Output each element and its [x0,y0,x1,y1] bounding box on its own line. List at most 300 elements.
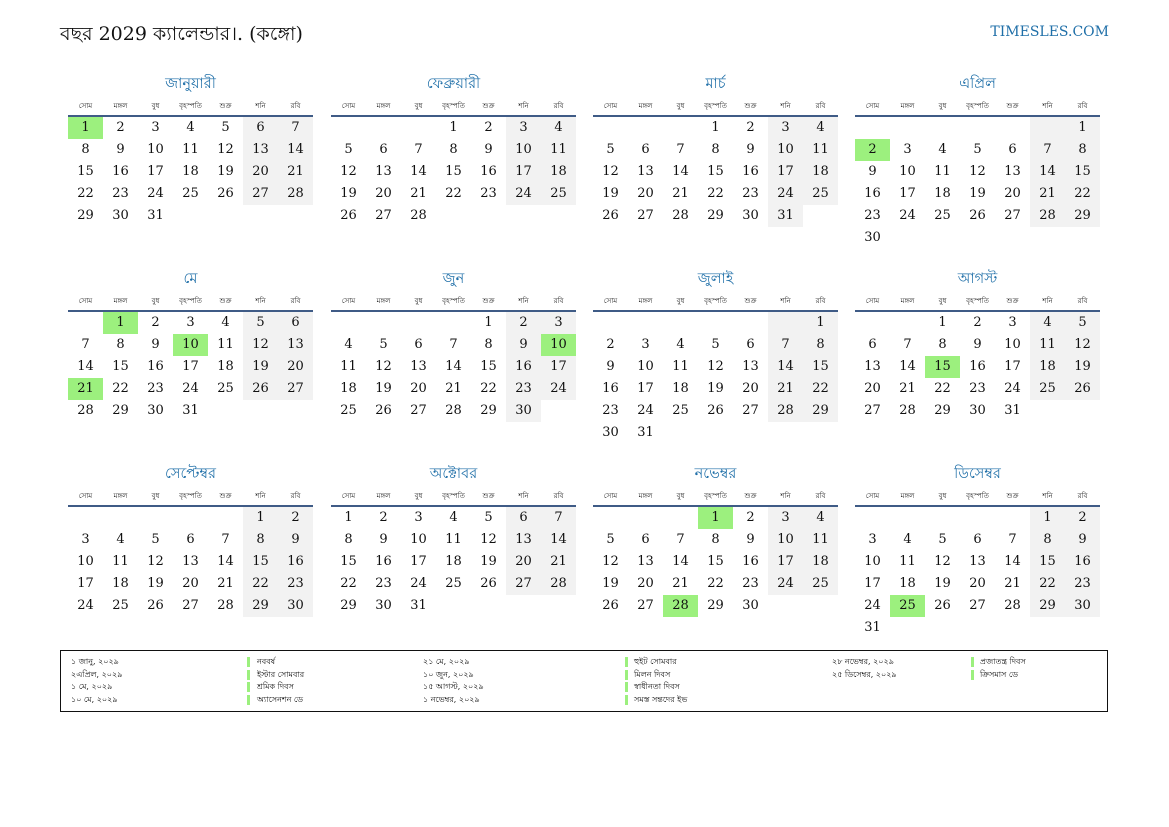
day-cell: 13 [1004,164,1021,179]
day-cell: 28 [278,183,313,205]
day-cell: 5 [711,337,720,352]
day-cell: 25 [445,576,462,591]
day-cell: 12 [934,554,951,569]
weekday-label: শুক্র [219,102,232,110]
day-cell: 24 [864,598,881,613]
day-cell: 27 [278,378,313,400]
day-cell: 16 [602,381,619,396]
empty-day-cell [506,205,541,227]
month-block [68,268,313,422]
day-cell: 30 [742,598,759,613]
day-cell: 11 [112,554,129,569]
day-cell: 2 [746,120,755,135]
day-cell: 16 [480,164,497,179]
day-grid [855,117,1100,249]
weekday-header [331,294,576,312]
day-cell: 17 [147,164,164,179]
day-cell: 31 [768,205,803,227]
weekday-label: মঙ্গল [113,492,128,500]
empty-day-cell [593,507,628,529]
day-cell: 26 [217,186,234,201]
weekday-label: বৃহস্পতি [442,492,465,500]
day-cell: 11 [1030,334,1065,356]
day-cell: 1 [484,315,493,330]
day-cell: 8 [344,532,353,547]
day-cell: 20 [506,551,541,573]
day-cell: 28 [768,400,803,422]
weekday-label: সোম [78,492,93,500]
day-cell: 21 [672,576,689,591]
day-cell: 30 [147,403,164,418]
weekday-label: রবি [1077,102,1088,110]
day-cell: 14 [899,359,916,374]
empty-day-cell [733,312,768,334]
day-cell: 10 [77,554,94,569]
day-cell: 5 [973,142,982,157]
day-cell: 14 [410,164,427,179]
day-cell: 13 [243,139,278,161]
day-cell: 2 [973,315,982,330]
day-cell: 24 [768,573,803,595]
day-cell: 7 [221,532,230,547]
weekday-label: বুধ [938,102,947,110]
day-cell: 6 [973,532,982,547]
weekday-label: রবি [290,297,301,305]
month-block [331,463,576,617]
day-cell: 10 [410,532,427,547]
weekday-label: মঙ্গল [113,102,128,110]
day-cell: 12 [969,164,986,179]
day-cell: 16 [375,554,392,569]
weekday-header [855,294,1100,312]
day-cell: 10 [147,142,164,157]
empty-day-cell [541,595,576,617]
day-cell: 7 [1030,139,1065,161]
day-cell: 24 [541,378,576,400]
day-cell: 27 [506,573,541,595]
empty-day-cell [628,507,663,529]
weekday-label: সোম [603,492,618,500]
empty-day-cell [278,400,313,422]
day-cell: 14 [672,554,689,569]
weekday-header [855,99,1100,117]
weekday-header [593,294,838,312]
weekday-label: মঙ্গল [376,102,391,110]
day-cell: 7 [676,142,685,157]
day-cell: 24 [410,576,427,591]
empty-day-cell [855,312,890,334]
day-cell: 18 [541,161,576,183]
weekday-label: শনি [1042,297,1053,305]
empty-day-cell [855,507,890,529]
month-block [855,268,1100,422]
day-cell: 14 [1030,161,1065,183]
day-cell: 23 [506,378,541,400]
empty-day-cell [925,507,960,529]
day-cell: 8 [449,142,458,157]
day-cell: 13 [506,529,541,551]
day-cell: 25 [803,183,838,205]
day-cell: 21 [899,381,916,396]
holiday-day-cell: 21 [68,378,103,400]
day-cell: 30 [506,400,541,422]
empty-day-cell [995,227,1030,249]
day-cell: 27 [742,403,759,418]
weekday-label: বুধ [151,492,160,500]
weekday-header [68,99,313,117]
day-cell: 13 [410,359,427,374]
day-cell: 13 [182,554,199,569]
day-cell: 19 [340,186,357,201]
day-cell: 14 [672,164,689,179]
day-cell: 8 [803,334,838,356]
empty-day-cell [541,205,576,227]
month-block [68,73,313,227]
holiday-name: নববর্ষ [257,657,276,666]
day-cell: 1 [344,510,353,525]
holiday-marker [971,657,974,667]
day-cell: 4 [803,507,838,529]
day-cell: 22 [480,381,497,396]
day-cell: 16 [1065,551,1100,573]
day-cell: 17 [182,359,199,374]
empty-day-cell [995,507,1030,529]
day-cell: 25 [672,403,689,418]
day-cell: 20 [637,576,654,591]
holiday-day-cell: 10 [173,334,208,356]
day-cell: 31 [864,620,881,635]
holiday-name: শ্রমিক দিবস [257,682,294,691]
weekday-header [593,489,838,507]
day-cell: 29 [1030,595,1065,617]
day-cell: 21 [217,576,234,591]
day-cell: 15 [1030,551,1065,573]
day-cell: 24 [147,186,164,201]
empty-day-cell [1030,117,1065,139]
day-cell: 8 [711,142,720,157]
weekday-label: সোম [78,102,93,110]
weekday-label: বুধ [414,102,423,110]
empty-day-cell [960,617,995,639]
empty-day-cell [1030,227,1065,249]
day-cell: 12 [602,164,619,179]
day-cell: 28 [410,208,427,223]
empty-day-cell [593,312,628,334]
day-cell: 23 [1065,573,1100,595]
day-cell: 5 [1065,312,1100,334]
day-cell: 20 [864,381,881,396]
empty-day-cell [436,595,471,617]
day-cell: 8 [1030,529,1065,551]
day-grid [331,117,576,227]
empty-day-cell [960,117,995,139]
weekday-label: বৃহস্পতি [966,297,989,305]
day-cell: 13 [278,334,313,356]
day-cell: 11 [934,164,951,179]
day-cell: 4 [541,117,576,139]
day-cell: 11 [217,337,234,352]
weekday-label: বৃহস্পতি [179,102,202,110]
day-cell: 31 [410,598,427,613]
day-cell: 26 [1065,378,1100,400]
day-grid [855,507,1100,639]
day-cell: 5 [484,510,493,525]
weekday-label: শুক্র [482,297,495,305]
day-cell: 23 [147,381,164,396]
legend-item [61,656,1107,669]
day-cell: 3 [641,337,650,352]
day-cell: 31 [637,425,654,440]
day-cell: 2 [379,510,388,525]
month-block [331,268,576,422]
day-cell: 19 [375,381,392,396]
empty-day-cell [628,312,663,334]
empty-day-cell [471,595,506,617]
day-cell: 25 [182,186,199,201]
empty-day-cell [925,617,960,639]
day-cell: 28 [672,208,689,223]
day-cell: 17 [864,576,881,591]
weekday-label: মঙ্গল [900,297,915,305]
empty-day-cell [890,507,925,529]
day-cell: 12 [217,142,234,157]
day-grid [593,507,838,617]
day-cell: 13 [637,164,654,179]
weekday-label: সোম [603,297,618,305]
day-cell: 16 [278,551,313,573]
day-cell: 3 [903,142,912,157]
weekday-label: বৃহস্পতি [179,492,202,500]
weekday-label: রবি [290,492,301,500]
day-cell: 14 [445,359,462,374]
holiday-date: ১ জানু, ২০২৯ [71,657,119,666]
day-cell: 16 [112,164,129,179]
empty-day-cell [960,507,995,529]
weekday-label: শনি [255,297,266,305]
day-cell: 26 [480,576,497,591]
day-cell: 12 [340,164,357,179]
day-cell: 26 [602,208,619,223]
empty-day-cell [890,617,925,639]
day-cell: 26 [243,378,278,400]
day-cell: 8 [484,337,493,352]
day-cell: 31 [147,208,164,223]
day-cell: 23 [375,576,392,591]
day-cell: 3 [868,532,877,547]
day-cell: 19 [707,381,724,396]
holiday-day-cell: 1 [68,117,103,139]
weekday-label: বুধ [151,102,160,110]
month-name: জুন [442,271,465,287]
empty-day-cell [436,312,471,334]
day-cell: 19 [934,576,951,591]
weekday-label: বৃহস্পতি [966,102,989,110]
day-cell: 1 [938,315,947,330]
day-cell: 17 [410,554,427,569]
day-cell: 21 [768,378,803,400]
empty-day-cell [628,117,663,139]
day-cell: 15 [1065,161,1100,183]
empty-day-cell [1065,400,1100,422]
day-cell: 7 [81,337,90,352]
day-cell: 30 [969,403,986,418]
day-cell: 27 [637,208,654,223]
day-cell: 18 [934,186,951,201]
month-block [593,268,838,444]
day-cell: 17 [637,381,654,396]
day-cell: 23 [864,208,881,223]
weekday-label: শনি [518,492,529,500]
empty-day-cell [995,117,1030,139]
day-cell: 27 [637,598,654,613]
day-cell: 2 [151,315,160,330]
day-cell: 25 [112,598,129,613]
day-cell: 15 [707,164,724,179]
weekday-label: সোম [341,297,356,305]
day-cell: 9 [506,334,541,356]
site-link[interactable]: TIMESLES.COM [990,24,1109,40]
day-cell: 30 [112,208,129,223]
day-cell: 25 [340,403,357,418]
weekday-label: শুক্র [219,492,232,500]
holiday-day-cell: 10 [541,334,576,356]
day-cell: 13 [742,359,759,374]
weekday-header [68,489,313,507]
day-cell: 24 [1004,381,1021,396]
day-grid [593,312,838,444]
weekday-label: সোম [865,102,880,110]
weekday-label: শুক্র [482,102,495,110]
empty-day-cell [471,205,506,227]
day-cell: 17 [899,186,916,201]
weekday-label: বৃহস্পতি [179,297,202,305]
day-cell: 5 [243,312,278,334]
day-cell: 25 [803,573,838,595]
day-cell: 11 [803,529,838,551]
day-cell: 2 [506,312,541,334]
day-cell: 16 [506,356,541,378]
day-cell: 3 [768,507,803,529]
day-cell: 28 [1004,598,1021,613]
empty-day-cell [366,117,401,139]
day-cell: 19 [217,164,234,179]
day-cell: 2 [1065,507,1100,529]
day-cell: 22 [340,576,357,591]
day-cell: 26 [934,598,951,613]
weekday-label: মঙ্গল [376,492,391,500]
holiday-date: ১৫ আগস্ট, ২০২৯ [423,682,484,691]
month-name: জুলাই [697,271,734,287]
empty-day-cell [173,205,208,227]
day-cell: 14 [541,529,576,551]
day-cell: 30 [278,595,313,617]
day-cell: 21 [541,551,576,573]
day-cell: 9 [973,337,982,352]
day-cell: 30 [742,208,759,223]
empty-day-cell [1030,617,1065,639]
day-cell: 6 [414,337,423,352]
day-cell: 19 [243,356,278,378]
empty-day-cell [1030,400,1065,422]
empty-day-cell [1065,227,1100,249]
day-cell: 29 [480,403,497,418]
holiday-day-cell: 25 [890,595,925,617]
day-cell: 23 [278,573,313,595]
day-cell: 19 [602,186,619,201]
day-cell: 30 [602,425,619,440]
holiday-day-cell: 2 [855,139,890,161]
day-cell: 20 [410,381,427,396]
weekday-label: রবি [815,297,826,305]
holiday-day-cell: 15 [925,356,960,378]
weekday-label: সোম [603,102,618,110]
day-cell: 10 [899,164,916,179]
holiday-marker [625,682,628,692]
empty-day-cell [768,595,803,617]
day-cell: 21 [1030,183,1065,205]
day-cell: 26 [340,208,357,223]
day-cell: 29 [77,208,94,223]
day-cell: 18 [1030,356,1065,378]
day-cell: 18 [445,554,462,569]
day-cell: 4 [449,510,458,525]
day-cell: 24 [506,183,541,205]
day-cell: 19 [147,576,164,591]
day-cell: 18 [182,164,199,179]
weekday-label: রবি [815,492,826,500]
empty-day-cell [663,117,698,139]
day-cell: 1 [243,507,278,529]
day-cell: 19 [602,576,619,591]
day-cell: 26 [375,403,392,418]
day-cell: 8 [1065,139,1100,161]
day-cell: 9 [1065,529,1100,551]
holiday-legend [60,650,1108,712]
weekday-label: বুধ [414,297,423,305]
day-cell: 9 [868,164,877,179]
day-cell: 1 [711,120,720,135]
day-cell: 2 [484,120,493,135]
empty-day-cell [698,312,733,334]
day-cell: 29 [243,595,278,617]
day-cell: 20 [969,576,986,591]
day-cell: 12 [1065,334,1100,356]
weekday-header [855,489,1100,507]
weekday-label: শুক্র [1006,297,1019,305]
month-name: এপ্রিল [959,76,996,92]
month-name: নভেম্বর [694,466,737,482]
day-cell: 24 [899,208,916,223]
day-cell: 8 [243,529,278,551]
day-cell: 2 [606,337,615,352]
day-cell: 11 [541,139,576,161]
day-cell: 6 [506,507,541,529]
day-cell: 19 [480,554,497,569]
day-grid [593,117,838,227]
month-name: আগস্ট [957,271,998,287]
day-cell: 28 [899,403,916,418]
holiday-date: ১ মে, ২০২৯ [71,682,113,691]
day-cell: 19 [1065,356,1100,378]
holiday-date: ২৮ নভেম্বর, ২০২৯ [832,657,894,666]
day-cell: 7 [768,334,803,356]
month-name: সেপ্টেম্বর [164,466,217,482]
day-cell: 23 [112,186,129,201]
month-block [855,463,1100,639]
weekday-label: শনি [255,492,266,500]
day-cell: 27 [182,598,199,613]
day-cell: 18 [217,359,234,374]
